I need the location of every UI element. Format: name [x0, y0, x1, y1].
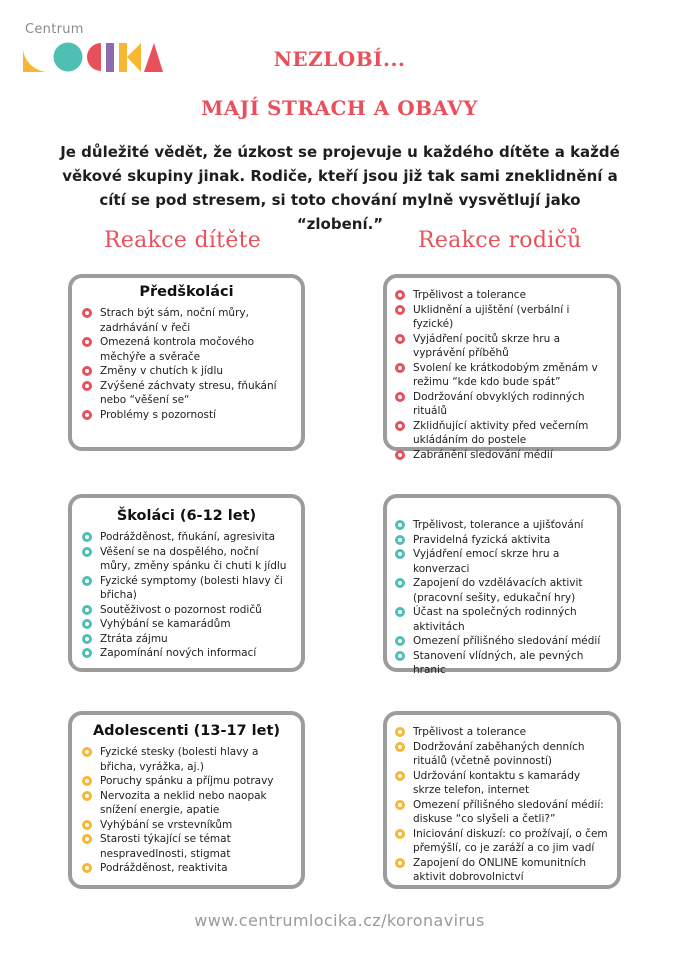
list-item: Dodržování obvyklých rodinných rituálů — [395, 390, 609, 419]
list-item: Vyhýbání se vrstevníkům — [82, 818, 291, 833]
bullet-icon — [395, 450, 405, 460]
bullet-icon — [395, 636, 405, 646]
bullet-icon — [395, 771, 405, 781]
list-item: Zapojení do ONLINE komunitních aktivit dobrovolnictví — [395, 856, 609, 885]
list-item: Dodržování zaběhaných denních rituálů (včetně povinností) — [395, 740, 609, 769]
box-adolescent-child — [68, 711, 305, 889]
bullet-icon — [82, 576, 92, 586]
bullet-icon — [395, 290, 405, 300]
list-item: Problémy s pozorností — [82, 408, 291, 423]
list-item: Vyjádření pocitů skrze hru a vyprávění příběhů — [395, 332, 609, 361]
bullet-icon — [82, 605, 92, 615]
bullet-icon — [82, 747, 92, 757]
bullet-icon — [82, 791, 92, 801]
bullet-icon — [395, 305, 405, 315]
list-item: Zklidňující aktivity před večerním ukládáním do postele — [395, 419, 609, 448]
box-adolescent-parent — [383, 711, 621, 889]
bullet-icon — [395, 858, 405, 868]
list-item: Podrážděnost, reaktivita — [82, 861, 291, 876]
list-item: Podrážděnost, fňukání, agresivita — [82, 530, 291, 545]
box-title: Školáci (6-12 let) — [116, 508, 257, 524]
bullet-icon — [82, 337, 92, 347]
box-school-parent — [383, 494, 621, 676]
list-item: Omezení přílišného sledování médií — [395, 634, 609, 649]
bullet-icon — [395, 334, 405, 344]
box-title: Adolescenti (13-17 let) — [92, 723, 281, 739]
item-list — [395, 288, 609, 462]
list-item: Svolení ke krátkodobým změnám v režimu “kde kdo bude spát” — [395, 361, 609, 390]
footer-url[interactable]: www.centrumlocika.cz/koronavirus — [194, 911, 485, 930]
bullet-icon — [82, 619, 92, 629]
bullet-icon — [395, 421, 405, 431]
list-item: Poruchy spánku a příjmu potravy — [82, 774, 291, 789]
list-item: Nervozita a neklid nebo naopak snížení energie, apatie — [82, 789, 291, 818]
list-item: Soutěživost o pozornost rodičů — [82, 603, 291, 618]
box-preschool-child — [68, 274, 305, 451]
bullet-icon — [82, 532, 92, 542]
bullet-icon — [82, 381, 92, 391]
list-item: Zabránění sledování médií — [395, 448, 609, 463]
bullet-icon — [395, 392, 405, 402]
list-item: Účast na společných rodinných aktivitách — [395, 605, 609, 634]
list-item: Iniciování diskuzí: co prožívají, o čem přemýšlí, co je zaráží a co jim vadí — [395, 827, 609, 856]
item-list — [82, 530, 291, 661]
list-item: Fyzické symptomy (bolesti hlavy či břicha) — [82, 574, 291, 603]
bullet-icon — [82, 366, 92, 376]
bullet-icon — [82, 820, 92, 830]
bullet-icon — [82, 648, 92, 658]
bullet-icon — [82, 834, 92, 844]
bullet-icon — [82, 863, 92, 873]
bullet-icon — [395, 520, 405, 530]
bullet-icon — [395, 607, 405, 617]
bullet-icon — [395, 578, 405, 588]
column-heading-child: Reakce dítěte — [104, 228, 262, 253]
list-item: Strach být sám, noční můry, zadrhávání v řeči — [82, 306, 291, 335]
box-title: Předškoláci — [139, 284, 234, 300]
list-item: Fyzické stesky (bolesti hlavy a břicha, vyrážka, aj.) — [82, 745, 291, 774]
item-list — [395, 725, 609, 885]
list-item: Omezená kontrola močového měchýře a svěrače — [82, 335, 291, 364]
bullet-icon — [395, 549, 405, 559]
list-item: Uklidnění a ujištění (verbální i fyzické) — [395, 303, 609, 332]
list-item: Pravidelná fyzická aktivita — [395, 533, 609, 548]
list-item: Vyjádření emocí skrze hru a konverzaci — [395, 547, 609, 576]
item-list — [82, 745, 291, 876]
list-item: Vyhýbání se kamarádům — [82, 617, 291, 632]
bullet-icon — [82, 410, 92, 420]
box-school-child — [68, 494, 305, 672]
page-subtitle: MAJÍ STRACH A OBAVY — [201, 96, 478, 120]
bullet-icon — [82, 776, 92, 786]
list-item: Změny v chutích k jídlu — [82, 364, 291, 379]
bullet-icon — [395, 829, 405, 839]
bullet-icon — [395, 742, 405, 752]
bullet-icon — [82, 308, 92, 318]
list-item: Trpělivost a tolerance — [395, 288, 609, 303]
list-item: Zvýšené záchvaty stresu, fňukání nebo “věšení se“ — [82, 379, 291, 408]
page-title: NEZLOBÍ... — [273, 47, 406, 71]
bullet-icon — [395, 363, 405, 373]
column-heading-parent: Reakce rodičů — [418, 228, 582, 253]
item-list — [82, 306, 291, 422]
list-item: Zapojení do vzdělávacích aktivit (pracovní sešity, edukační hry) — [395, 576, 609, 605]
bullet-icon — [395, 727, 405, 737]
list-item: Trpělivost, tolerance a ujišťování — [395, 518, 609, 533]
list-item: Věšení se na dospělého, noční můry, změny spánku či chuti k jídlu — [82, 545, 291, 574]
list-item: Zapomínání nových informací — [82, 646, 291, 661]
bullet-icon — [82, 547, 92, 557]
intro-paragraph: Je důležité vědět, že úzkost se projevuje u každého dítěte a každé věkové skupiny jinak. Rodiče, kteří jsou již tak sami zneklidnění a cítí se pod stresem, si toto chování mylně vysvětlují jako “zlobení.” — [60, 143, 620, 233]
list-item: Trpělivost a tolerance — [395, 725, 609, 740]
bullet-icon — [395, 800, 405, 810]
bullet-icon — [395, 651, 405, 661]
list-item: Omezení přílišného sledování médií: diskuse “co slyšeli a četli?” — [395, 798, 609, 827]
list-item: Udržování kontaktu s kamarády skrze telefon, internet — [395, 769, 609, 798]
box-preschool-parent — [383, 274, 621, 461]
item-list — [395, 518, 609, 678]
bullet-icon — [82, 634, 92, 644]
list-item: Starosti týkající se témat nespravedlnosti, stigmat — [82, 832, 291, 861]
list-item: Ztráta zájmu — [82, 632, 291, 647]
list-item: Stanovení vlídných, ale pevných hranic — [395, 649, 609, 678]
logo-small-text: Centrum — [25, 22, 84, 37]
bullet-icon — [395, 535, 405, 545]
